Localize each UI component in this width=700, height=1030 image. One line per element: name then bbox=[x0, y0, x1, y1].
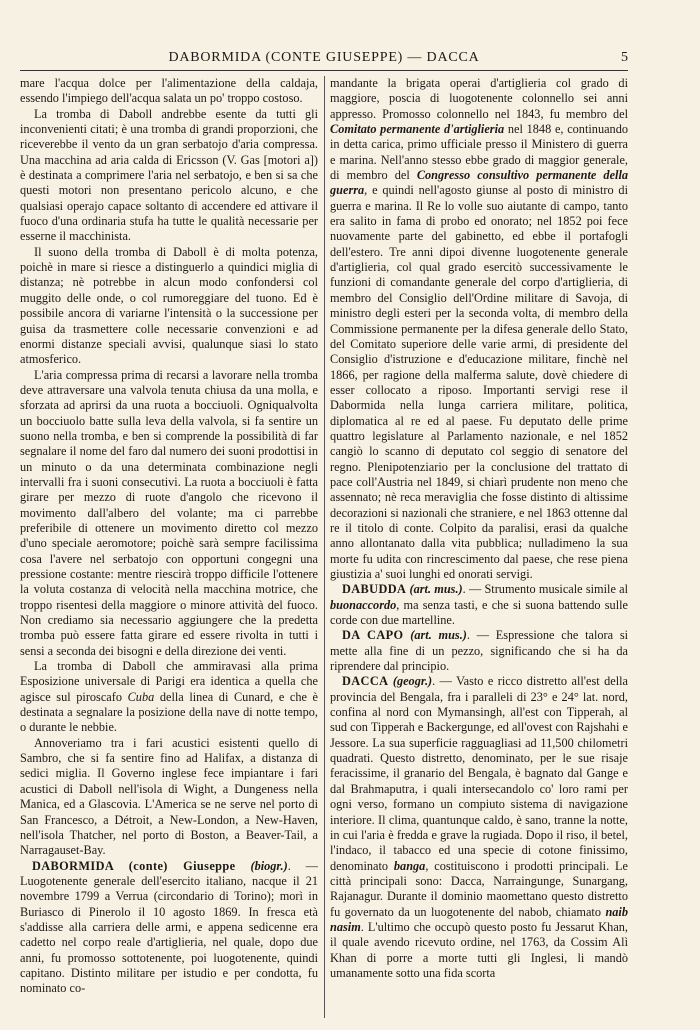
paragraph: Annoveriamo tra i fari acustici esistenti quello di Sambro, che si fa sentire fino ad Halifax, a distanza di sedici miglia. Il Governo inglese fece impiantare i fari acustici di Daboll nell'isola di Wight, a Dungeness nella Manica, ed a Glascovia. L'America se ne serve nel porto di San Francesco, a Détroit, a New-London, a New-Haven, nell'isola Thatcher, nel porto di Boston, a Beaver-Tail, a Narragauset-Bay. bbox=[20, 735, 318, 858]
paragraph: La tromba di Daboll andrebbe esente da tutti gli inconvenienti citati; è una tromba di grandi proporzioni, che riceverebbe il vento da un gran serbatojo d'aria compressa. Una macchina ad aria calda di Ericsson (V. Gas [motori a]) è destinata a comprimere l'aria nel serbatojo, e ben si sa che questi motori non presentano pericolo alcuno, e che qualsiasi operajo capace soltanto di accendere ed attivare il fuoco d'una ordinaria stufa ha tutte le qualità necessarie per esserne il macchinista. bbox=[20, 106, 318, 244]
entry-da-capo: DA CAPO (art. mus.). — Espressione che talora si mette alla fine di un pezzo, significando che si ha da riprendere dal principio. bbox=[330, 628, 628, 674]
entry-category: (art. mus.) bbox=[410, 628, 467, 643]
running-header bbox=[20, 44, 628, 71]
running-head-title: DABORMIDA (CONTE GIUSEPPE) — DACCA bbox=[168, 50, 480, 65]
entry-dabudda: DABUDDA (art. mus.). — Strumento musicale simile al buonaccordo, ma senza tasti, e che si suona battendo sulle corde con due martelline. bbox=[330, 582, 628, 628]
italic-term: naib nasim bbox=[330, 904, 628, 934]
italic-term: buonaccordo bbox=[330, 597, 397, 612]
column-divider bbox=[324, 76, 325, 1018]
paragraph: L'aria compressa prima di recarsi a lavorare nella tromba deve attraversare una valvola tenuta chiusa da una molla, e sforzata ad aprirsi da una ruota a bocciuoli. Ogniqualvolta un bocciuolo batte sulla leva della valvola, si fa sentire un suono nella tromba, e ben si comprende la possibilità di far segnalare il nome del faro dal numero dei suoni prodottisi in un minuto o da una determinata combinazione negli intervalli fra i suoni consecutivi. La ruota a bocciuoli è fatta girare per mezzo di ruote d'angolo che ricevono il movimento dall'albero del volante; ma ci parrebbe preferibile di ottenere un movimento diretto col mezzo d'uno speciale aeromotore; poichè sarà sempre facilissima cosa l'avere nel serbatojo con opportuni congegni una pressione costante: mentre riescirà troppo difficile l'ottenere la voluta costanza di velocità nella macchina motrice, che troppo risentesi della maggiore o minore attività del fuoco. Non crediamo sia necessario aggiungere che la predetta tromba può essere fatta girare ed essere rivolta in tutti i sensi a seconda dei bisogni e della direzione dei venti. bbox=[20, 367, 318, 658]
italic-term: Comitato permanente d'artiglieria bbox=[330, 122, 505, 137]
paragraph: mare l'acqua dolce per l'alimentazione della caldaja, essendo l'impiego dell'acqua salata un po' troppo costoso. bbox=[20, 76, 318, 106]
left-column bbox=[20, 76, 318, 1018]
entry-dabormida: DABORMIDA (conte) Giuseppe (biogr.). — Luogotenente generale dell'esercito italiano, nacque il 21 novembre 1799 a Verrua (circondario di Torino); morì in Buriasco di Pinerolo il 10 agosto 1869. In fresca età s'addisse alla carriera delle armi, e appena sedicenne era cadetto nel corpo reale d'artiglieria, nel quale, dopo due anni, fu promosso sottotenente, poi luogotenente, quindi capitano. Distinto militare per istudio e per condotta, fu nominato co- bbox=[20, 858, 318, 996]
entry-headword: DACCA bbox=[342, 674, 389, 689]
paragraph: La tromba di Daboll che ammiravasi alla prima Esposizione universale di Parigi era identica a quella che agisce sul piroscafo Cuba della linea di Cunard, e che è destinata a segnalare la posizione della nave di notte tempo, o durante le nebbie. bbox=[20, 659, 318, 735]
text-columns bbox=[20, 76, 628, 1018]
entry-headword: DABUDDA bbox=[342, 582, 407, 597]
paragraph: Il suono della tromba di Daboll è di molta potenza, poichè in mare si riesce a distinguerlo a quindici miglia di distanza; nè potrebbe in alcun modo confondersi col muggito delle onde, o col rumoreggiare del tuono. Ed è possibile ancora di variarne l'intensità o la successione per guisa da trasmettere colle necessarie convenzioni e ad enormi distanze speciali avvisi, qualunque siasi lo stato atmosferico. bbox=[20, 244, 318, 367]
paragraph: mandante la brigata operai d'artiglieria col grado di maggiore, poscia di luogotenente colonnello sei anni appresso. Promosso colonnello nel 1843, fu membro del Comitato permanente d'artiglieria nel 1848 e, continuando in detta carica, primo ufficiale presso il Ministero di guerra e marina. Nell'anno stesso ebbe grado di maggior generale, di membro del Congresso consultivo permanente della guerra, e quindi nell'agosto giunse al posto di ministro di guerra e marina. Il Re lo volle suo aiutante di campo, tanto era salito in fama di probo ed onorato; nel 1852 poi fece nuovamente parte del gabinetto, ed ebbe il portafogli dell'estero. Tre anni dipoi divenne luogotenente generale d'artiglieria, col qual grado esercitò successivamente le funzioni di comandante generale del corpo d'artiglieria, di membro del Consiglio dell'Ordine militare di Savoja, di ministro degli esteri per la seconda volta, di membro della Commissione permanente per la difesa generale dello Stato, del Comitato superiore delle varie armi, di presidente del Consiglio d'istruzione e d'educazione militare, finchè nel 1866, per ragione della malferma salute, dovè chiedere di esser collocato a riposo. Importanti servigi rese il Dabormida nella lunga carriera militare, politica, diplomatica al re ed al paese. Fu deputato delle prime quattro legislature al Parlamento nazionale, e nel 1852 cangiò lo scanno di deputato col seggio di senatore del regno. Plenipotenziario per la conclusione del trattato di pace coll'Austria nel 1849, si chiarì prudente non meno che assennato; nè reca meraviglia che fosse distinto di altissime decorazioni si nazionali che straniere, e nel 1863 ottenne dal re il titolo di conte. Colpito da paralisi, erasi da qualche anno allontanato dalla vita pubblica; nulladimeno la sua morte fu udita con rincrescimento dal paese, che rese piena giustizia a' suoi lunghi ed onorati servigi. bbox=[330, 76, 628, 581]
entry-headword: DABORMIDA (conte) Giuseppe bbox=[32, 858, 236, 873]
entry-category: (geogr.) bbox=[392, 674, 433, 689]
italic-term: banga bbox=[393, 858, 426, 873]
entry-category: (art. mus.) bbox=[409, 582, 463, 597]
entry-category: (biogr.) bbox=[250, 858, 288, 873]
entry-dacca: DACCA (geogr.). — Vasto e ricco distretto all'est della provincia del Bengala, fra i paralleli di 23° e 24° lat. nord, confina al nord con Mymansingh, all'est con Tipperah, al sud con Tipperah e Backergunge, ed all'ovest con Rajshahi e Jessore. La sua superficie ragguagliasi ad 11,500 chilometri quadrati. Questo distretto, denominato, per le sue risaje feracissime, il granario del Bengala, è bagnato dal Gange e dal Brahmaputra, i quali intersecandolo co' loro rami per ogni verso, formano un compiuto sistema di navigazione interiore. Il clima, quantunque caldo, è sano, tranne la notte, in cui l'aria è fredda e grave la rugiada. Dopo il riso, il betel, l'indaco, il tabacco ed una specie di cotone finissimo, denominato banga, costituiscono i prodotti principali. Le città principali sono: Dacca, Narraingunge, Sunargang, Rajanagur. Durante il dominio maomettano questo distretto fu governato da un luogotenente del nabob, chiamato naib nasim. L'ultimo che occupò questo posto fu Jessarut Khan, il quale avendo ricevuto ordine, nel 1763, da Cossim Alì Khan di porre a morte tutti gli Inglesi, li mandò umanamente sotto una fida scorta bbox=[330, 674, 628, 980]
italic-term: Congresso consultivo permanente della guerra bbox=[330, 168, 628, 198]
right-column bbox=[330, 76, 628, 1018]
ship-name: Cuba bbox=[127, 689, 155, 704]
entry-headword: DA CAPO bbox=[342, 628, 404, 643]
page-number: 5 bbox=[621, 50, 628, 65]
